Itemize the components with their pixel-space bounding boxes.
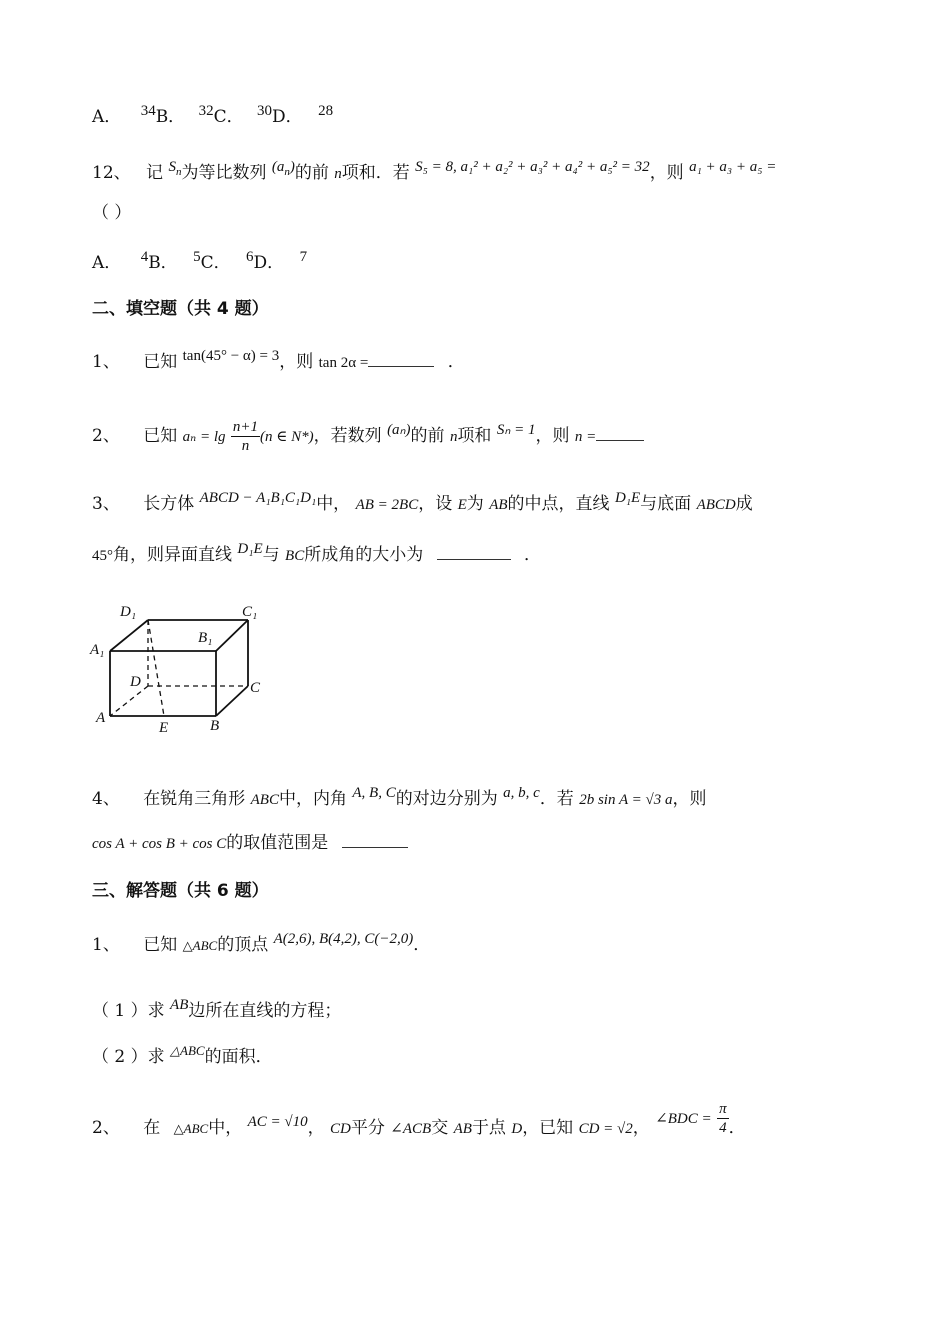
question-text: 项和 — [457, 426, 492, 446]
math-ac: AC = √10 — [247, 1114, 308, 1130]
question-text: ． — [728, 1118, 746, 1138]
question-text: 角，则异面直线 — [113, 545, 232, 565]
fill-question-2 — [92, 418, 644, 455]
math-solid: ABCD − A₁B₁C₁D₁ — [199, 490, 317, 506]
cuboid-figure — [86, 598, 286, 740]
fill-question-1 — [92, 347, 465, 372]
question-text: 的顶点 — [217, 935, 269, 955]
option-c-label: C． — [213, 107, 244, 127]
math-angle-bdc: ∠BDC = — [655, 1111, 712, 1127]
part-label: （ 1 ）求 — [92, 1001, 165, 1021]
option-a-value: 4 — [140, 249, 149, 265]
option-a-label: A． — [92, 253, 122, 273]
option-c-label: C． — [200, 253, 231, 273]
math-cd: CD — [330, 1121, 351, 1137]
math-angle-acb: ∠ACB — [390, 1121, 432, 1137]
math-point-e: E — [457, 497, 467, 513]
question-number: 12、 — [92, 163, 131, 183]
question-text: 记 — [146, 163, 164, 183]
question-text: 于点 — [471, 1118, 506, 1138]
math-n: n — [334, 166, 342, 182]
question-text: ．若 — [539, 789, 574, 809]
question-text: ，则 — [279, 352, 314, 372]
math-ab: AB — [453, 1121, 472, 1137]
question-number: 2、 — [92, 426, 120, 446]
math-triangle: △ABC — [173, 1121, 209, 1136]
question-text: 的对边分别为 — [395, 789, 498, 809]
question-text: 的前 — [294, 163, 329, 183]
solve-question-1-part-2 — [92, 1042, 273, 1067]
question-text: 所成角的大小为 — [304, 545, 424, 565]
math-line-d1e: D₁E — [614, 490, 641, 506]
question-text: 的前 — [410, 426, 445, 446]
question-number: 4、 — [92, 789, 120, 809]
option-b-value: 5 — [193, 249, 201, 265]
section-fill-in-title: 二、填空题（共 4 题） — [92, 299, 269, 319]
option-a-value: 34 — [140, 103, 156, 119]
part-label: （ 2 ）求 — [92, 1047, 165, 1067]
label-c: C — [250, 680, 261, 696]
math-sides: a, b, c — [503, 785, 540, 801]
question-text: 平分 — [350, 1118, 385, 1138]
question-text: 的取值范围是 — [226, 833, 329, 853]
math-an: $(a_n)$ — [271, 159, 295, 178]
option-d-label: D． — [253, 253, 285, 273]
option-d-value: 7 — [299, 249, 308, 265]
math-segment-ab: AB — [489, 497, 508, 513]
math-n: n — [449, 429, 458, 445]
option-d-label: D． — [272, 107, 303, 127]
question-text: ，则 — [649, 163, 684, 183]
answer-blank — [596, 428, 644, 441]
math-triangle: △ABC — [170, 1043, 205, 1058]
math-target: cos A + cos B + cos C — [92, 836, 227, 852]
label-e: E — [159, 720, 169, 736]
math-target: a₁ + a₃ + a₅ = — [689, 159, 777, 175]
option-c-value: 6 — [246, 249, 254, 265]
solve-question-1-part-1 — [92, 996, 341, 1021]
label-d1: D₁ — [120, 604, 137, 620]
question-text: 边所在直线的方程； — [188, 1001, 342, 1021]
math-point-d: D — [511, 1121, 523, 1137]
math-sum: Sₙ = 1 — [496, 422, 536, 438]
question-text: 项和．若 — [341, 163, 410, 183]
question-text: 中， — [316, 494, 351, 514]
fill-question-3-cont — [92, 540, 541, 565]
solve-question-2 — [92, 1101, 746, 1147]
question-text: 中， — [208, 1118, 243, 1138]
option-a-label: A． — [92, 107, 122, 127]
math-angles: A, B, C — [352, 785, 396, 801]
label-d: D — [130, 674, 141, 690]
answer-blank — [437, 547, 511, 560]
math-equation: AB = 2BC — [355, 497, 419, 513]
label-a1: A₁ — [90, 642, 105, 658]
math-line-d1e: D₁E — [237, 541, 263, 557]
math-condition: 2b sin A = √3 a — [579, 792, 673, 808]
math-cd-value: CD = √2 — [578, 1121, 633, 1137]
question-text: ． — [524, 545, 542, 565]
math-segment-bc: BC — [285, 548, 305, 564]
question-text: 为 — [466, 494, 484, 514]
q12-paren: （ ） — [92, 203, 132, 223]
q11-options — [92, 102, 333, 127]
solve-question-1 — [92, 930, 430, 955]
math-triangle: △ABC — [182, 938, 218, 953]
question-number: 1、 — [92, 352, 120, 372]
fill-question-4-cont — [92, 828, 408, 853]
math-fraction-pi-4: $\frac{\pi}{4}$ — [719, 1101, 727, 1136]
math-points: A(2,6), B(4,2), C(−2,0) — [273, 931, 414, 947]
fill-question-4 — [92, 784, 706, 809]
question-text: ，则 — [535, 426, 570, 446]
question-text: ． — [413, 935, 431, 955]
question-text: ， — [632, 1118, 650, 1138]
math-angle: 45° — [92, 548, 113, 564]
question-number: 3、 — [92, 494, 120, 514]
math-condition: (n ∈ N*) — [260, 429, 314, 445]
math-target: n = — [574, 429, 597, 445]
math-target: tan 2α = — [318, 355, 369, 371]
math-lhs: aₙ = lg — [182, 429, 226, 445]
question-text: 已知 — [143, 935, 178, 955]
question-text: 与底面 — [640, 494, 692, 514]
question-number: 1、 — [92, 935, 120, 955]
question-text: ，若数列 — [313, 426, 382, 446]
q12-options — [92, 248, 307, 273]
question-text: 在 — [143, 1118, 161, 1138]
question-text: 中，内角 — [278, 789, 347, 809]
math-segment-ab: AB — [170, 997, 189, 1013]
label-b1: B₁ — [198, 630, 213, 646]
question-text: 在锐角三角形 — [143, 789, 246, 809]
question-text: 的面积． — [204, 1047, 273, 1067]
answer-blank — [342, 835, 408, 848]
question-text: ， — [307, 1118, 325, 1138]
math-base: ABCD — [696, 497, 736, 513]
label-a: A — [96, 710, 106, 726]
question-12 — [92, 158, 776, 185]
math-triangle: ABC — [250, 792, 279, 808]
question-text: 已知 — [143, 426, 178, 446]
question-text: 为等比数列 — [181, 163, 267, 183]
section-solve-title: 三、解答题（共 6 题） — [92, 881, 269, 901]
math-sequence: (aₙ) — [387, 422, 411, 438]
label-c1: C₁ — [242, 604, 258, 620]
math-fraction: $\frac{n+1}{n}$ — [232, 419, 259, 454]
question-text: ，则 — [672, 789, 707, 809]
option-b-value: 32 — [198, 103, 214, 119]
math-expression: tan(45° − α) = 3 — [182, 348, 280, 364]
question-number: 2、 — [92, 1118, 120, 1138]
question-text: 已知 — [143, 352, 178, 372]
question-text: 成 — [735, 494, 753, 514]
question-text: 与 — [262, 545, 280, 565]
math-sn: $S_n$ — [168, 159, 182, 178]
option-d-value: 28 — [318, 103, 334, 119]
question-text: 的中点，直线 — [507, 494, 610, 514]
fill-question-3 — [92, 489, 753, 514]
question-text: ． — [447, 352, 465, 372]
answer-blank — [368, 354, 434, 367]
option-b-label: B． — [148, 253, 178, 273]
question-text: 交 — [431, 1118, 449, 1138]
question-text: 长方体 — [143, 494, 195, 514]
option-c-value: 30 — [257, 103, 273, 119]
math-condition: S₅ = 8, a₁² + a₂² + a₃² + a₄² + a₅² = 32 — [415, 159, 650, 175]
label-b: B — [210, 718, 220, 734]
question-text: ，设 — [418, 494, 453, 514]
option-b-label: B． — [155, 107, 186, 127]
question-text: ，已知 — [522, 1118, 574, 1138]
